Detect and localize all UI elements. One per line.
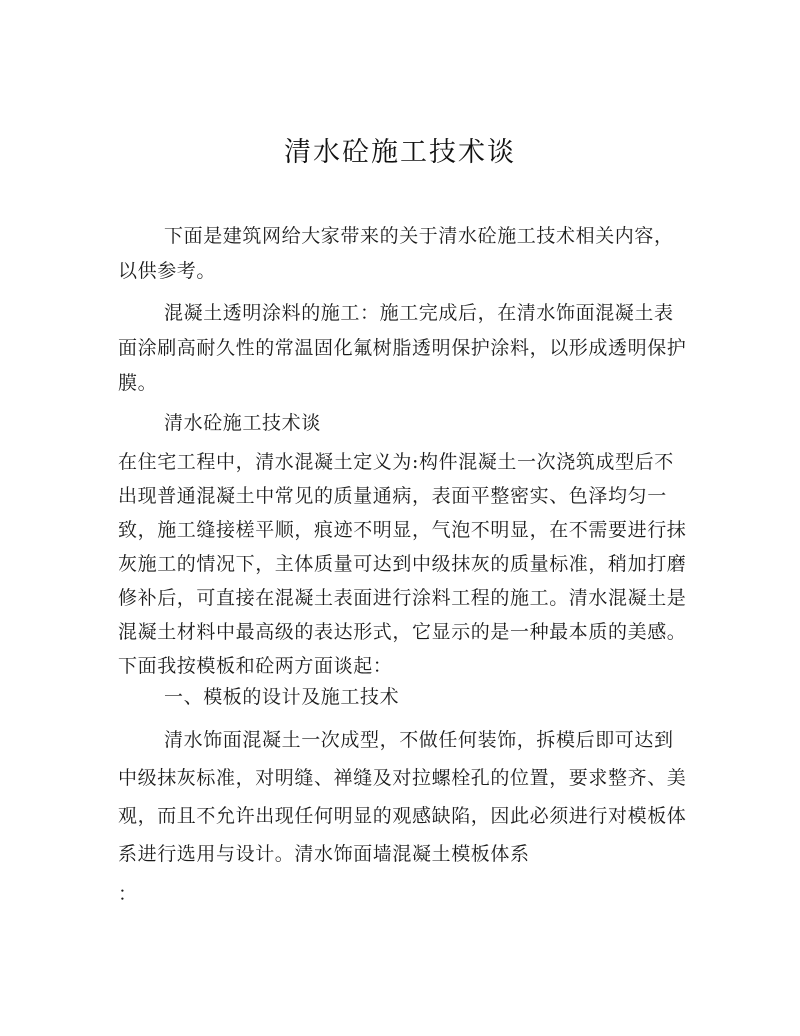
section-heading: 一、模板的设计及施工技术 [164, 686, 400, 708]
trailing-colon: ： [118, 883, 138, 905]
document-title: 清水砼施工技术谈 [284, 137, 516, 168]
subheading: 清水砼施工技术谈 [164, 412, 321, 434]
definition-paragraph: 在住宅工程中，清水混凝土定义为:构件混凝土一次浇筑成型后不出现普通混凝土中常见的质量通病，表面平整密实、色泽均匀一致，施工缝接槎平顺，痕迹不明显，气泡不明显，在不需要进行抹灰施工的情况下，主体质量可达到中级抹灰的质量标准，稍加打磨修补后，可直接在混凝土表面进行涂料工程的施工。清水混凝土是混凝土材料中最高级的表达形式，它显示的是一种最本质的美感。下面我按模板和砼两方面谈起： [118, 451, 687, 677]
coating-paragraph: 混凝土透明涂料的施工：施工完成后，在清水饰面混凝土表面涂刷高耐久性的常温固化氟树脂透明保护涂料，以形成透明保护膜。 [118, 302, 687, 394]
formwork-paragraph: 清水饰面混凝土一次成型，不做任何装饰，拆模后即可达到中级抹灰标准，对明缝、禅缝及对拉螺栓孔的位置，要求整齐、美观，而且不允许出现任何明显的观感缺陷，因此必须进行对模板体系进行选用与设计。清水饰面墙混凝土模板体系 [118, 729, 687, 865]
intro-paragraph: 下面是建筑网给大家带来的关于清水砼施工技术相关内容，以供参考。 [118, 225, 674, 282]
